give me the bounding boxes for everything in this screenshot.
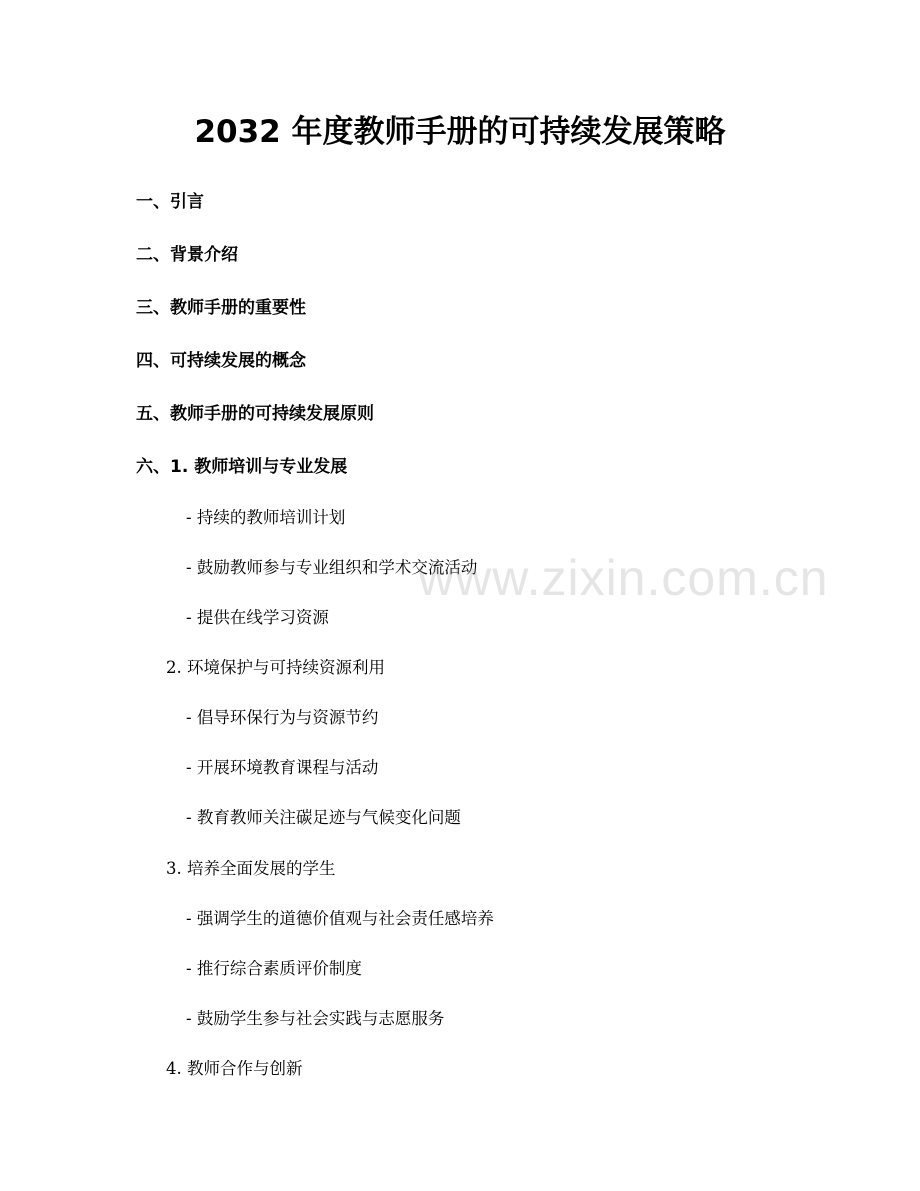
watermark: www.zixin.com.cn bbox=[418, 550, 829, 606]
section-heading-strategies: 六、1. 教师培训与专业发展 bbox=[136, 457, 348, 477]
list-item: - 持续的教师培训计划 bbox=[186, 508, 346, 527]
subsection-heading-students: 3. 培养全面发展的学生 bbox=[166, 859, 336, 878]
section-heading-background: 二、背景介绍 bbox=[136, 245, 238, 265]
section-heading-importance: 三、教师手册的重要性 bbox=[136, 298, 306, 318]
section-heading-intro: 一、引言 bbox=[136, 192, 204, 212]
section-heading-concept: 四、可持续发展的概念 bbox=[136, 351, 306, 371]
subsection-heading-collaboration: 4. 教师合作与创新 bbox=[166, 1059, 303, 1078]
page-title: 2032 年度教师手册的可持续发展策略 bbox=[194, 114, 726, 150]
list-item: - 开展环境教育课程与活动 bbox=[186, 758, 379, 777]
section-heading-principles: 五、教师手册的可持续发展原则 bbox=[136, 404, 374, 424]
list-item: - 提供在线学习资源 bbox=[186, 608, 329, 627]
list-item: - 鼓励学生参与社会实践与志愿服务 bbox=[186, 1009, 445, 1028]
list-item: - 教育教师关注碳足迹与气候变化问题 bbox=[186, 808, 461, 827]
list-item: - 鼓励教师参与专业组织和学术交流活动 bbox=[186, 558, 478, 577]
list-item: - 倡导环保行为与资源节约 bbox=[186, 708, 379, 727]
list-item: - 推行综合素质评价制度 bbox=[186, 959, 362, 978]
subsection-heading-environment: 2. 环境保护与可持续资源利用 bbox=[166, 658, 385, 677]
list-item: - 强调学生的道德价值观与社会责任感培养 bbox=[186, 909, 494, 928]
